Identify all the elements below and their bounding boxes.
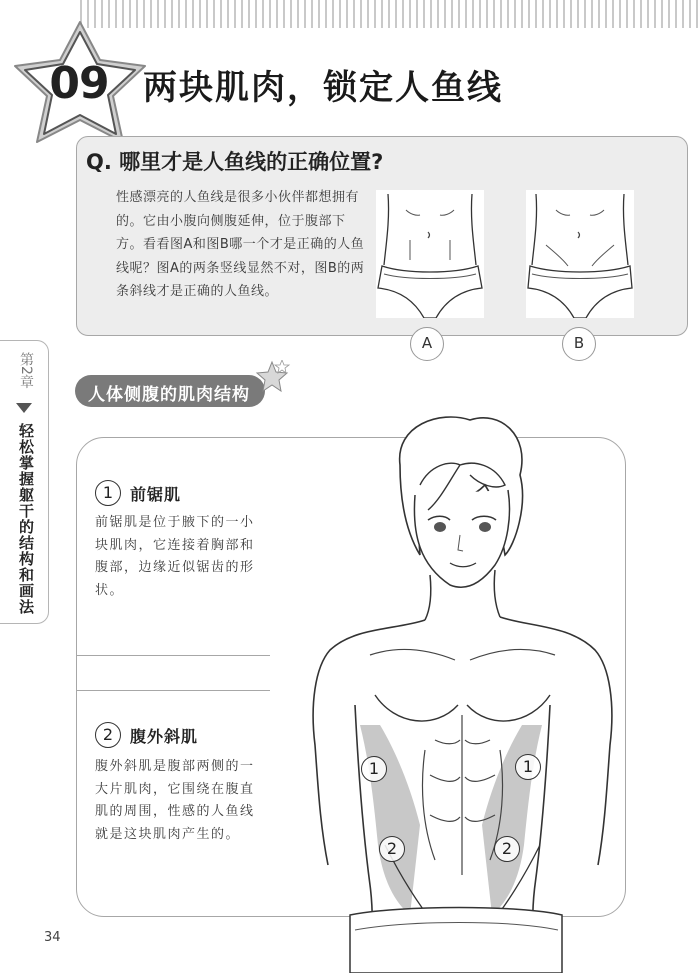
item-number-1: 1 [95,480,121,506]
figure-marker-2-left: 2 [379,836,405,862]
question-title: Q. 哪里才是人鱼线的正确位置? [86,150,384,174]
star-icon [252,360,292,396]
torso-illustration-b [526,190,634,318]
figure-marker-1-left: 1 [361,756,387,782]
figure-marker-2-right: 2 [494,836,520,862]
label-b: B [562,327,596,361]
item-number-2: 2 [95,722,121,748]
side-chapter-label: 第2章 [18,352,34,389]
item-divider [76,655,270,656]
page-title: 两块肌肉，锁定人鱼线 [143,68,503,108]
triangle-down-icon [16,403,32,413]
item-body-2: 腹外斜肌是腹部两侧的一大片肌肉，它围绕在腹直肌的周围，性感的人鱼线就是这块肌肉产生的。 [95,759,255,842]
chapter-number: 09 [49,58,109,109]
page-number: 34 [44,930,61,945]
torso-illustration-a [376,190,484,318]
item-title-1: 前锯肌 [130,485,182,504]
item-title-2: 腹外斜肌 [130,727,199,746]
question-body: 性感漂亮的人鱼线是很多小伙伴都想拥有的。它由小腹向侧腹延伸，位于腹部下方。看看图A和图B哪一个才是正确的人鱼线呢？图A的两条竖线显然不对，图B的两条斜线才是正确的人鱼线。 [116,190,365,299]
section-heading: 人体侧腹的肌肉结构 [88,385,250,405]
male-torso-figure [300,405,700,973]
label-a: A [410,327,444,361]
side-chapter-title: 轻松掌握躯干的结构和画法 [17,423,35,615]
item-body-1: 前锯肌是位于腋下的一小块肌肉，它连接着胸部和腹部，边缘近似锯齿的形状。 [95,515,255,598]
item-divider [76,690,270,691]
header-stripes [80,0,700,28]
figure-marker-1-right: 1 [515,754,541,780]
